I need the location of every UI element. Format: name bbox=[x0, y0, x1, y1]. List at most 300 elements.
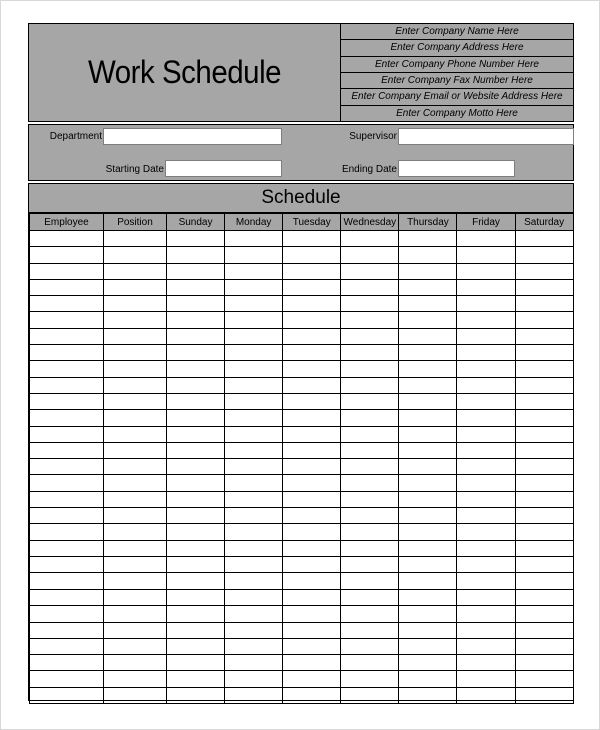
cell-position[interactable] bbox=[104, 459, 167, 475]
cell-tuesday[interactable] bbox=[283, 687, 341, 703]
cell-employee[interactable] bbox=[30, 361, 104, 377]
cell-saturday[interactable] bbox=[515, 687, 573, 703]
cell-wednesday[interactable] bbox=[341, 671, 399, 687]
cell-position[interactable] bbox=[104, 393, 167, 409]
cell-tuesday[interactable] bbox=[283, 312, 341, 328]
cell-employee[interactable] bbox=[30, 442, 104, 458]
table-row bbox=[30, 524, 574, 540]
cell-monday[interactable] bbox=[225, 655, 283, 671]
cell-monday[interactable] bbox=[225, 638, 283, 654]
table-row bbox=[30, 410, 574, 426]
cell-saturday[interactable] bbox=[515, 263, 573, 279]
cell-sunday[interactable] bbox=[167, 475, 225, 491]
cell-tuesday[interactable] bbox=[283, 426, 341, 442]
cell-friday[interactable] bbox=[457, 606, 515, 622]
cell-wednesday[interactable] bbox=[341, 328, 399, 344]
cell-tuesday[interactable] bbox=[283, 410, 341, 426]
cell-position[interactable] bbox=[104, 556, 167, 572]
cell-friday[interactable] bbox=[457, 231, 515, 247]
cell-friday[interactable] bbox=[457, 393, 515, 409]
cell-saturday[interactable] bbox=[515, 296, 573, 312]
cell-sunday[interactable] bbox=[167, 393, 225, 409]
cell-wednesday[interactable] bbox=[341, 247, 399, 263]
cell-sunday[interactable] bbox=[167, 459, 225, 475]
table-row bbox=[30, 442, 574, 458]
cell-position[interactable] bbox=[104, 590, 167, 606]
cell-tuesday[interactable] bbox=[283, 328, 341, 344]
cell-position[interactable] bbox=[104, 328, 167, 344]
cell-friday[interactable] bbox=[457, 655, 515, 671]
cell-employee[interactable] bbox=[30, 590, 104, 606]
cell-sunday[interactable] bbox=[167, 377, 225, 393]
cell-monday[interactable] bbox=[225, 491, 283, 507]
cell-thursday[interactable] bbox=[399, 671, 457, 687]
cell-sunday[interactable] bbox=[167, 573, 225, 589]
cell-wednesday[interactable] bbox=[341, 426, 399, 442]
cell-monday[interactable] bbox=[225, 377, 283, 393]
cell-thursday[interactable] bbox=[399, 442, 457, 458]
cell-thursday[interactable] bbox=[399, 459, 457, 475]
cell-friday[interactable] bbox=[457, 638, 515, 654]
cell-monday[interactable] bbox=[225, 231, 283, 247]
cell-thursday[interactable] bbox=[399, 410, 457, 426]
cell-friday[interactable] bbox=[457, 426, 515, 442]
cell-wednesday[interactable] bbox=[341, 491, 399, 507]
cell-thursday[interactable] bbox=[399, 231, 457, 247]
cell-employee[interactable] bbox=[30, 638, 104, 654]
cell-friday[interactable] bbox=[457, 491, 515, 507]
company-motto-field[interactable]: Enter Company Motto Here bbox=[396, 107, 518, 119]
cell-friday[interactable] bbox=[457, 312, 515, 328]
cell-saturday[interactable] bbox=[515, 279, 573, 295]
cell-employee[interactable] bbox=[30, 671, 104, 687]
cell-position[interactable] bbox=[104, 279, 167, 295]
cell-friday[interactable] bbox=[457, 556, 515, 572]
cell-position[interactable] bbox=[104, 361, 167, 377]
cell-monday[interactable] bbox=[225, 279, 283, 295]
cell-thursday[interactable] bbox=[399, 622, 457, 638]
table-row bbox=[30, 475, 574, 491]
info-box bbox=[28, 124, 574, 181]
cell-saturday[interactable] bbox=[515, 328, 573, 344]
cell-monday[interactable] bbox=[225, 540, 283, 556]
cell-wednesday[interactable] bbox=[341, 556, 399, 572]
table-row bbox=[30, 279, 574, 295]
cell-tuesday[interactable] bbox=[283, 247, 341, 263]
cell-friday[interactable] bbox=[457, 345, 515, 361]
cell-sunday[interactable] bbox=[167, 638, 225, 654]
cell-sunday[interactable] bbox=[167, 590, 225, 606]
cell-thursday[interactable] bbox=[399, 393, 457, 409]
cell-thursday[interactable] bbox=[399, 638, 457, 654]
cell-saturday[interactable] bbox=[515, 508, 573, 524]
cell-tuesday[interactable] bbox=[283, 590, 341, 606]
cell-monday[interactable] bbox=[225, 312, 283, 328]
cell-friday[interactable] bbox=[457, 573, 515, 589]
cell-tuesday[interactable] bbox=[283, 524, 341, 540]
cell-saturday[interactable] bbox=[515, 231, 573, 247]
cell-position[interactable] bbox=[104, 638, 167, 654]
cell-employee[interactable] bbox=[30, 410, 104, 426]
cell-friday[interactable] bbox=[457, 508, 515, 524]
cell-monday[interactable] bbox=[225, 442, 283, 458]
cell-wednesday[interactable] bbox=[341, 687, 399, 703]
cell-wednesday[interactable] bbox=[341, 590, 399, 606]
cell-tuesday[interactable] bbox=[283, 279, 341, 295]
cell-sunday[interactable] bbox=[167, 491, 225, 507]
cell-sunday[interactable] bbox=[167, 556, 225, 572]
cell-thursday[interactable] bbox=[399, 426, 457, 442]
schedule-table bbox=[29, 213, 574, 590]
cell-employee[interactable] bbox=[30, 393, 104, 409]
cell-position[interactable] bbox=[104, 312, 167, 328]
cell-tuesday[interactable] bbox=[283, 231, 341, 247]
cell-wednesday[interactable] bbox=[341, 475, 399, 491]
cell-thursday[interactable] bbox=[399, 573, 457, 589]
table-row bbox=[30, 231, 574, 247]
cell-wednesday[interactable] bbox=[341, 345, 399, 361]
cell-friday[interactable] bbox=[457, 671, 515, 687]
cell-sunday[interactable] bbox=[167, 606, 225, 622]
department-field[interactable] bbox=[103, 128, 282, 145]
cell-thursday[interactable] bbox=[399, 279, 457, 295]
supervisor-field[interactable] bbox=[398, 128, 574, 145]
cell-position[interactable] bbox=[104, 475, 167, 491]
cell-tuesday[interactable] bbox=[283, 671, 341, 687]
cell-monday[interactable] bbox=[225, 328, 283, 344]
cell-tuesday[interactable] bbox=[283, 377, 341, 393]
cell-tuesday[interactable] bbox=[283, 459, 341, 475]
cell-saturday[interactable] bbox=[515, 524, 573, 540]
table-row bbox=[30, 377, 574, 393]
cell-thursday[interactable] bbox=[399, 508, 457, 524]
cell-friday[interactable] bbox=[457, 524, 515, 540]
schedule-table-body bbox=[30, 231, 574, 590]
cell-sunday[interactable] bbox=[167, 312, 225, 328]
cell-friday[interactable] bbox=[457, 377, 515, 393]
cell-saturday[interactable] bbox=[515, 459, 573, 475]
table-row bbox=[30, 296, 574, 312]
cell-employee[interactable] bbox=[30, 279, 104, 295]
cell-tuesday[interactable] bbox=[283, 263, 341, 279]
cell-employee[interactable] bbox=[30, 377, 104, 393]
cell-tuesday[interactable] bbox=[283, 638, 341, 654]
company-address-field[interactable]: Enter Company Address Here bbox=[341, 40, 573, 56]
cell-wednesday[interactable] bbox=[341, 638, 399, 654]
ending-date-field[interactable] bbox=[398, 160, 515, 177]
cell-position[interactable] bbox=[104, 231, 167, 247]
column-header-tuesday: Tuesday bbox=[283, 214, 341, 231]
cell-employee[interactable] bbox=[30, 687, 104, 703]
cell-position[interactable] bbox=[104, 410, 167, 426]
cell-thursday[interactable] bbox=[399, 606, 457, 622]
cell-friday[interactable] bbox=[457, 279, 515, 295]
cell-employee[interactable] bbox=[30, 328, 104, 344]
cell-monday[interactable] bbox=[225, 606, 283, 622]
cell-tuesday[interactable] bbox=[283, 573, 341, 589]
cell-employee[interactable] bbox=[30, 263, 104, 279]
cell-friday[interactable] bbox=[457, 263, 515, 279]
cell-saturday[interactable] bbox=[515, 410, 573, 426]
cell-employee[interactable] bbox=[30, 459, 104, 475]
cell-thursday[interactable] bbox=[399, 475, 457, 491]
cell-saturday[interactable] bbox=[515, 606, 573, 622]
company-phone-field[interactable]: Enter Company Phone Number Here bbox=[341, 57, 573, 73]
cell-monday[interactable] bbox=[225, 622, 283, 638]
cell-monday[interactable] bbox=[225, 475, 283, 491]
cell-wednesday[interactable] bbox=[341, 508, 399, 524]
cell-tuesday[interactable] bbox=[283, 540, 341, 556]
cell-wednesday[interactable] bbox=[341, 606, 399, 622]
cell-friday[interactable] bbox=[457, 590, 515, 606]
schedule-table-extra-body bbox=[30, 590, 574, 704]
cell-monday[interactable] bbox=[225, 393, 283, 409]
cell-friday[interactable] bbox=[457, 442, 515, 458]
cell-position[interactable] bbox=[104, 377, 167, 393]
cell-employee[interactable] bbox=[30, 556, 104, 572]
cell-thursday[interactable] bbox=[399, 296, 457, 312]
cell-monday[interactable] bbox=[225, 508, 283, 524]
cell-wednesday[interactable] bbox=[341, 540, 399, 556]
cell-sunday[interactable] bbox=[167, 540, 225, 556]
cell-employee[interactable] bbox=[30, 345, 104, 361]
table-row bbox=[30, 622, 574, 638]
cell-position[interactable] bbox=[104, 524, 167, 540]
cell-friday[interactable] bbox=[457, 459, 515, 475]
cell-monday[interactable] bbox=[225, 263, 283, 279]
cell-employee[interactable] bbox=[30, 475, 104, 491]
cell-employee[interactable] bbox=[30, 622, 104, 638]
cell-thursday[interactable] bbox=[399, 328, 457, 344]
cell-saturday[interactable] bbox=[515, 671, 573, 687]
table-row bbox=[30, 328, 574, 344]
cell-friday[interactable] bbox=[457, 475, 515, 491]
cell-saturday[interactable] bbox=[515, 540, 573, 556]
table-row bbox=[30, 638, 574, 654]
cell-monday[interactable] bbox=[225, 410, 283, 426]
table-row bbox=[30, 312, 574, 328]
cell-position[interactable] bbox=[104, 508, 167, 524]
cell-thursday[interactable] bbox=[399, 345, 457, 361]
cell-wednesday[interactable] bbox=[341, 296, 399, 312]
company-name-field[interactable]: Enter Company Name Here bbox=[341, 24, 573, 40]
cell-position[interactable] bbox=[104, 426, 167, 442]
cell-sunday[interactable] bbox=[167, 442, 225, 458]
ending-date-label: Ending Date bbox=[341, 164, 397, 175]
cell-thursday[interactable] bbox=[399, 263, 457, 279]
cell-sunday[interactable] bbox=[167, 508, 225, 524]
cell-saturday[interactable] bbox=[515, 590, 573, 606]
cell-thursday[interactable] bbox=[399, 655, 457, 671]
table-row bbox=[30, 263, 574, 279]
starting-date-field[interactable] bbox=[165, 160, 282, 177]
cell-saturday[interactable] bbox=[515, 491, 573, 507]
cell-tuesday[interactable] bbox=[283, 508, 341, 524]
cell-tuesday[interactable] bbox=[283, 655, 341, 671]
cell-wednesday[interactable] bbox=[341, 410, 399, 426]
cell-saturday[interactable] bbox=[515, 622, 573, 638]
cell-employee[interactable] bbox=[30, 540, 104, 556]
cell-tuesday[interactable] bbox=[283, 393, 341, 409]
cell-sunday[interactable] bbox=[167, 296, 225, 312]
cell-saturday[interactable] bbox=[515, 475, 573, 491]
cell-sunday[interactable] bbox=[167, 231, 225, 247]
cell-wednesday[interactable] bbox=[341, 655, 399, 671]
cell-sunday[interactable] bbox=[167, 279, 225, 295]
cell-saturday[interactable] bbox=[515, 426, 573, 442]
cell-thursday[interactable] bbox=[399, 524, 457, 540]
cell-position[interactable] bbox=[104, 247, 167, 263]
cell-saturday[interactable] bbox=[515, 393, 573, 409]
column-header-friday: Friday bbox=[457, 214, 515, 231]
cell-wednesday[interactable] bbox=[341, 573, 399, 589]
cell-friday[interactable] bbox=[457, 410, 515, 426]
cell-employee[interactable] bbox=[30, 296, 104, 312]
cell-position[interactable] bbox=[104, 671, 167, 687]
schedule-title: Schedule bbox=[29, 184, 573, 213]
cell-saturday[interactable] bbox=[515, 247, 573, 263]
cell-thursday[interactable] bbox=[399, 556, 457, 572]
cell-saturday[interactable] bbox=[515, 377, 573, 393]
cell-wednesday[interactable] bbox=[341, 279, 399, 295]
company-email-field[interactable]: Enter Company Email or Website Address Here bbox=[341, 89, 573, 105]
cell-friday[interactable] bbox=[457, 540, 515, 556]
cell-sunday[interactable] bbox=[167, 524, 225, 540]
cell-friday[interactable] bbox=[457, 622, 515, 638]
cell-employee[interactable] bbox=[30, 524, 104, 540]
cell-position[interactable] bbox=[104, 442, 167, 458]
cell-tuesday[interactable] bbox=[283, 296, 341, 312]
column-header-wednesday: Wednesday bbox=[341, 214, 399, 231]
cell-employee[interactable] bbox=[30, 606, 104, 622]
cell-position[interactable] bbox=[104, 263, 167, 279]
cell-saturday[interactable] bbox=[515, 442, 573, 458]
schedule-section bbox=[28, 183, 574, 701]
cell-tuesday[interactable] bbox=[283, 442, 341, 458]
cell-sunday[interactable] bbox=[167, 622, 225, 638]
company-info-block bbox=[340, 24, 573, 121]
cell-wednesday[interactable] bbox=[341, 361, 399, 377]
cell-employee[interactable] bbox=[30, 426, 104, 442]
cell-monday[interactable] bbox=[225, 524, 283, 540]
cell-employee[interactable] bbox=[30, 655, 104, 671]
cell-employee[interactable] bbox=[30, 231, 104, 247]
cell-employee[interactable] bbox=[30, 491, 104, 507]
cell-friday[interactable] bbox=[457, 687, 515, 703]
cell-thursday[interactable] bbox=[399, 687, 457, 703]
cell-monday[interactable] bbox=[225, 590, 283, 606]
cell-employee[interactable] bbox=[30, 573, 104, 589]
cell-monday[interactable] bbox=[225, 296, 283, 312]
cell-tuesday[interactable] bbox=[283, 556, 341, 572]
cell-sunday[interactable] bbox=[167, 426, 225, 442]
cell-employee[interactable] bbox=[30, 508, 104, 524]
cell-wednesday[interactable] bbox=[341, 524, 399, 540]
cell-saturday[interactable] bbox=[515, 345, 573, 361]
cell-position[interactable] bbox=[104, 573, 167, 589]
cell-sunday[interactable] bbox=[167, 263, 225, 279]
table-row bbox=[30, 393, 574, 409]
cell-saturday[interactable] bbox=[515, 573, 573, 589]
cell-position[interactable] bbox=[104, 622, 167, 638]
cell-monday[interactable] bbox=[225, 247, 283, 263]
column-header-saturday: Saturday bbox=[515, 214, 573, 231]
cell-saturday[interactable] bbox=[515, 312, 573, 328]
cell-wednesday[interactable] bbox=[341, 377, 399, 393]
cell-wednesday[interactable] bbox=[341, 622, 399, 638]
cell-friday[interactable] bbox=[457, 361, 515, 377]
cell-monday[interactable] bbox=[225, 687, 283, 703]
cell-position[interactable] bbox=[104, 606, 167, 622]
cell-monday[interactable] bbox=[225, 573, 283, 589]
cell-sunday[interactable] bbox=[167, 410, 225, 426]
cell-thursday[interactable] bbox=[399, 361, 457, 377]
cell-tuesday[interactable] bbox=[283, 361, 341, 377]
column-header-position: Position bbox=[104, 214, 167, 231]
cell-wednesday[interactable] bbox=[341, 263, 399, 279]
cell-wednesday[interactable] bbox=[341, 231, 399, 247]
cell-position[interactable] bbox=[104, 687, 167, 703]
cell-position[interactable] bbox=[104, 296, 167, 312]
cell-monday[interactable] bbox=[225, 345, 283, 361]
cell-wednesday[interactable] bbox=[341, 459, 399, 475]
cell-wednesday[interactable] bbox=[341, 312, 399, 328]
cell-sunday[interactable] bbox=[167, 671, 225, 687]
cell-monday[interactable] bbox=[225, 459, 283, 475]
cell-saturday[interactable] bbox=[515, 655, 573, 671]
cell-wednesday[interactable] bbox=[341, 442, 399, 458]
cell-thursday[interactable] bbox=[399, 247, 457, 263]
cell-sunday[interactable] bbox=[167, 655, 225, 671]
cell-position[interactable] bbox=[104, 540, 167, 556]
cell-wednesday[interactable] bbox=[341, 393, 399, 409]
cell-sunday[interactable] bbox=[167, 247, 225, 263]
cell-thursday[interactable] bbox=[399, 590, 457, 606]
cell-saturday[interactable] bbox=[515, 556, 573, 572]
cell-employee[interactable] bbox=[30, 247, 104, 263]
cell-thursday[interactable] bbox=[399, 540, 457, 556]
cell-tuesday[interactable] bbox=[283, 622, 341, 638]
cell-friday[interactable] bbox=[457, 328, 515, 344]
cell-thursday[interactable] bbox=[399, 491, 457, 507]
cell-monday[interactable] bbox=[225, 556, 283, 572]
company-fax-field[interactable]: Enter Company Fax Number Here bbox=[341, 73, 573, 89]
cell-sunday[interactable] bbox=[167, 361, 225, 377]
cell-position[interactable] bbox=[104, 491, 167, 507]
cell-saturday[interactable] bbox=[515, 361, 573, 377]
cell-friday[interactable] bbox=[457, 296, 515, 312]
cell-sunday[interactable] bbox=[167, 328, 225, 344]
cell-thursday[interactable] bbox=[399, 312, 457, 328]
cell-sunday[interactable] bbox=[167, 345, 225, 361]
cell-sunday[interactable] bbox=[167, 687, 225, 703]
cell-position[interactable] bbox=[104, 655, 167, 671]
table-row bbox=[30, 573, 574, 589]
cell-tuesday[interactable] bbox=[283, 345, 341, 361]
cell-thursday[interactable] bbox=[399, 377, 457, 393]
cell-position[interactable] bbox=[104, 345, 167, 361]
cell-tuesday[interactable] bbox=[283, 491, 341, 507]
cell-tuesday[interactable] bbox=[283, 606, 341, 622]
cell-friday[interactable] bbox=[457, 247, 515, 263]
cell-saturday[interactable] bbox=[515, 638, 573, 654]
cell-monday[interactable] bbox=[225, 426, 283, 442]
column-header-employee: Employee bbox=[30, 214, 104, 231]
cell-employee[interactable] bbox=[30, 312, 104, 328]
cell-monday[interactable] bbox=[225, 671, 283, 687]
cell-tuesday[interactable] bbox=[283, 475, 341, 491]
cell-monday[interactable] bbox=[225, 361, 283, 377]
